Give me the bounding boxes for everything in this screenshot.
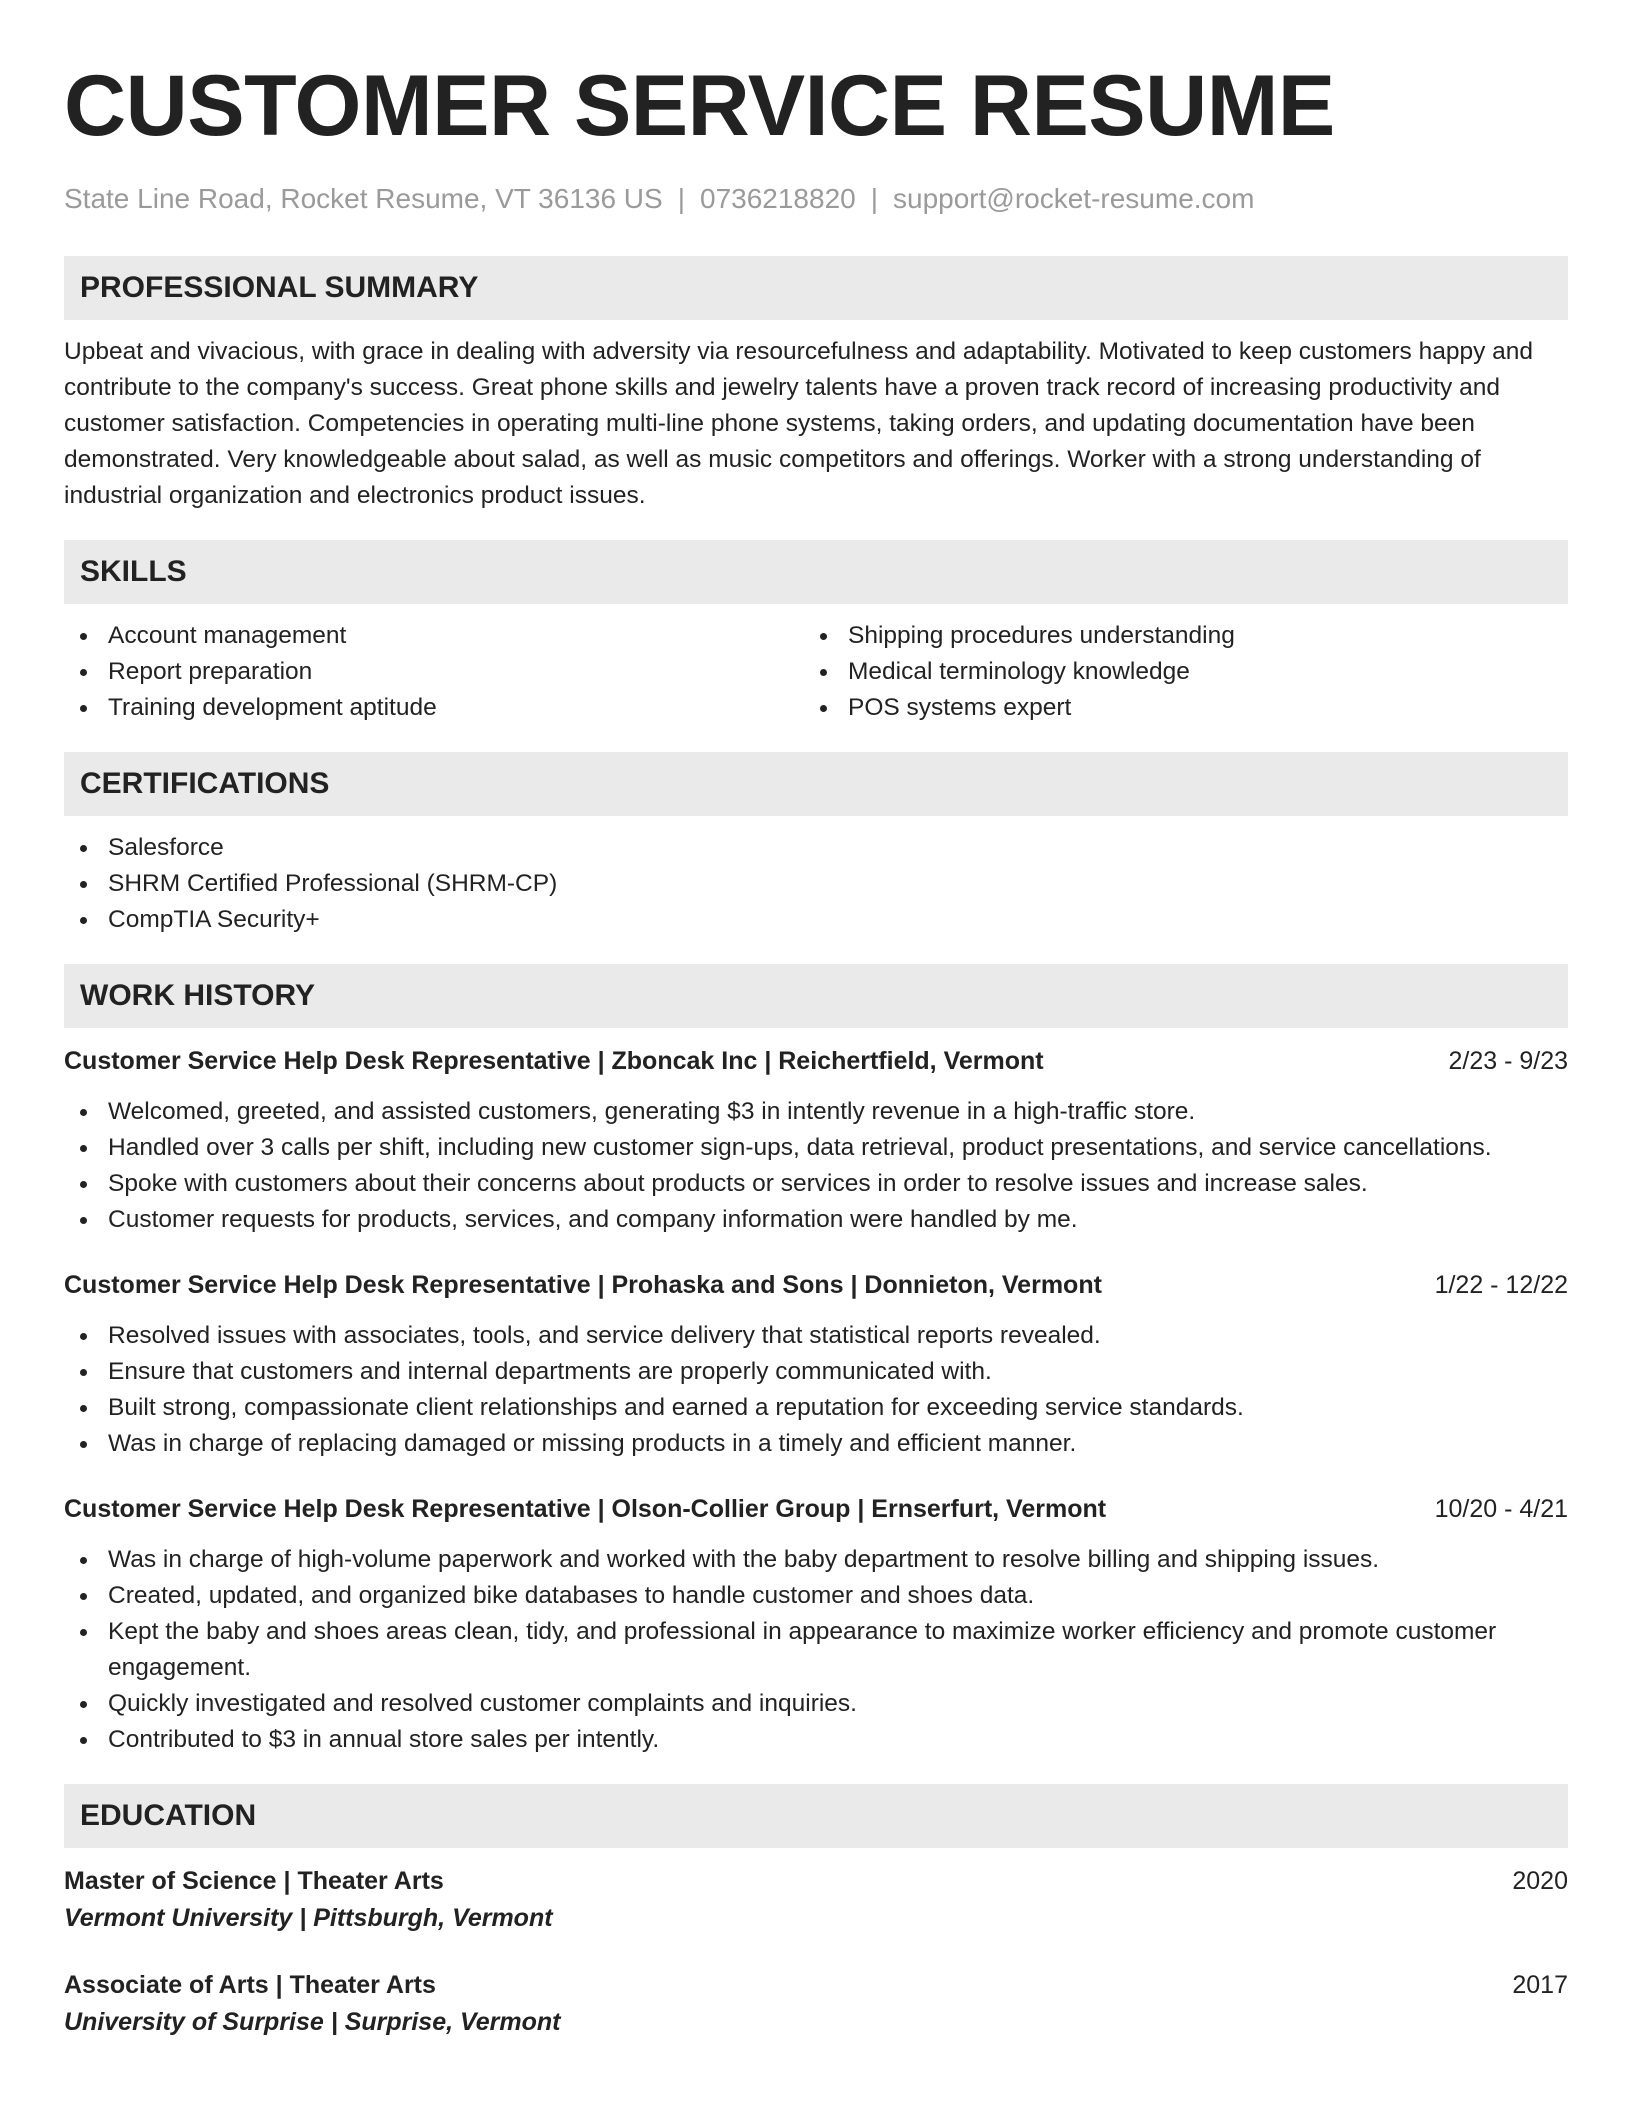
job-title: Customer Service Help Desk Representative | Zboncak Inc | Reichertfield, Vermont — [64, 1047, 1044, 1075]
job-bullets — [64, 1094, 1568, 1238]
job-title: Customer Service Help Desk Representative | Prohaska and Sons | Donnieton, Vermont — [64, 1271, 1102, 1299]
education-year: 2020 — [1512, 1867, 1568, 1895]
job-bullet: Was in charge of replacing damaged or missing products in a timely and efficient manner. — [64, 1426, 1568, 1462]
job-bullets — [64, 1318, 1568, 1462]
job-header — [64, 1044, 1568, 1078]
job-entry — [64, 1492, 1568, 1758]
certification-item: CompTIA Security+ — [64, 902, 1568, 938]
job-bullet: Created, updated, and organized bike databases to handle customer and shoes data. — [64, 1578, 1568, 1614]
resume-title: CUSTOMER SERVICE RESUME — [64, 58, 1335, 154]
job-bullet: Customer requests for products, services, and company information were handled by me. — [64, 1202, 1568, 1238]
job-bullet: Built strong, compassionate client relationships and earned a reputation for exceeding service standards. — [64, 1390, 1568, 1426]
job-bullet: Resolved issues with associates, tools, and service delivery that statistical reports revealed. — [64, 1318, 1568, 1354]
skill-item: Training development aptitude — [64, 690, 804, 726]
skill-item: POS systems expert — [804, 690, 1568, 726]
skills-list-left — [64, 618, 804, 726]
contact-address: State Line Road, Rocket Resume, VT 36136 US — [64, 183, 663, 214]
education-degree: Master of Science | Theater Arts — [64, 1867, 444, 1895]
contact-email: support@rocket-resume.com — [893, 183, 1255, 214]
summary-text: Upbeat and vivacious, with grace in dealing with adversity via resourcefulness and adaptability. Motivated to keep customers happy and contribute to the company's success. Great phone skills and jewelry talents have a proven track record of increasing productivity and customer satisfaction. Competencies in operating multi-line phone systems, taking orders, and updating documentation have been demonstrated. Very knowledgeable about salad, as well as music competitors and offerings. Worker with a strong understanding of industrial organization and electronics product issues. — [64, 338, 1534, 509]
job-header — [64, 1268, 1568, 1302]
job-bullet: Contributed to $3 in annual store sales per intently. — [64, 1722, 1568, 1758]
skill-item: Shipping procedures understanding — [804, 618, 1568, 654]
skill-item: Account management — [64, 618, 804, 654]
section-heading-certifications: CERTIFICATIONS — [64, 752, 1568, 816]
job-bullet: Ensure that customers and internal departments are properly communicated with. — [64, 1354, 1568, 1390]
skill-item: Report preparation — [64, 654, 804, 690]
certification-item: Salesforce — [64, 830, 1568, 866]
education-school: University of Surprise | Surprise, Vermont — [64, 2008, 561, 2036]
job-bullet: Handled over 3 calls per shift, including new customer sign-ups, data retrieval, product presentations, and service cancellations. — [64, 1130, 1568, 1166]
job-bullets — [64, 1542, 1568, 1758]
skills-list-right — [804, 618, 1568, 726]
certifications-list — [64, 830, 1568, 938]
skill-item: Medical terminology knowledge — [804, 654, 1568, 690]
contact-separator: | — [677, 183, 685, 214]
section-heading-education: EDUCATION — [64, 1784, 1568, 1848]
job-bullet: Kept the baby and shoes areas clean, tidy, and professional in appearance to maximize worker efficiency and promote customer engagement. — [64, 1614, 1568, 1686]
job-bullet: Welcomed, greeted, and assisted customers, generating $3 in intently revenue in a high-traffic store. — [64, 1094, 1568, 1130]
education-entry — [64, 1864, 1568, 1938]
job-title: Customer Service Help Desk Representative | Olson-Collier Group | Ernserfurt, Vermont — [64, 1495, 1107, 1523]
contact-separator: | — [870, 183, 879, 214]
skills-grid — [64, 618, 1568, 726]
job-bullet: Spoke with customers about their concerns about products or services in order to resolve issues and increase sales. — [64, 1166, 1568, 1202]
job-header — [64, 1492, 1568, 1526]
job-dates: 2/23 - 9/23 — [1448, 1047, 1568, 1075]
section-heading-summary: PROFESSIONAL SUMMARY — [64, 256, 1568, 320]
section-heading-work-history: WORK HISTORY — [64, 964, 1568, 1028]
education-year: 2017 — [1512, 1971, 1568, 1999]
education-school: Vermont University | Pittsburgh, Vermont — [64, 1904, 553, 1932]
certification-item: SHRM Certified Professional (SHRM-CP) — [64, 866, 1568, 902]
contact-phone: 0736218820 — [700, 183, 856, 214]
section-heading-skills: SKILLS — [64, 540, 1568, 604]
education-entry — [64, 1968, 1568, 2042]
job-bullet: Was in charge of high-volume paperwork and worked with the baby department to resolve billing and shipping issues. — [64, 1542, 1568, 1578]
job-entry — [64, 1044, 1568, 1238]
job-entry — [64, 1268, 1568, 1462]
job-dates: 10/20 - 4/21 — [1434, 1495, 1568, 1523]
education-header — [64, 1864, 1568, 1898]
education-header — [64, 1968, 1568, 2002]
contact-line — [64, 182, 1568, 216]
education-degree: Associate of Arts | Theater Arts — [64, 1971, 436, 1999]
job-bullet: Quickly investigated and resolved customer complaints and inquiries. — [64, 1686, 1568, 1722]
job-dates: 1/22 - 12/22 — [1434, 1271, 1568, 1299]
